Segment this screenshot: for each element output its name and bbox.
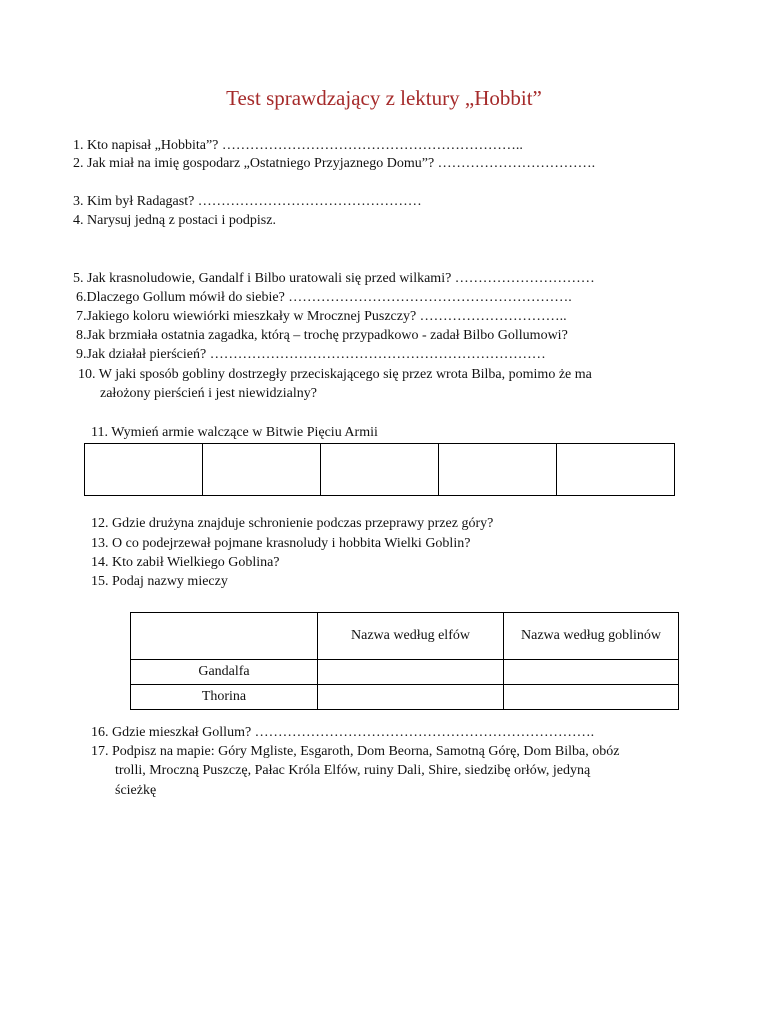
swords-header-elves: Nazwa według elfów bbox=[318, 613, 504, 660]
question-15: 15. Podaj nazwy mieczy bbox=[91, 574, 228, 589]
question-11: 11. Wymień armie walczące w Bitwie Pięciu Armii bbox=[91, 425, 378, 440]
question-5: 5. Jak krasnoludowie, Gandalf i Bilbo uratowali się przed wilkami? ………………………… bbox=[73, 271, 595, 286]
sword-owner-gandalf: Gandalfa bbox=[131, 660, 318, 685]
table-row bbox=[131, 685, 679, 710]
question-16: 16. Gdzie mieszkał Gollum? ………………………………………………………………. bbox=[91, 725, 595, 740]
question-8: 8.Jak brzmiała ostatnia zagadka, którą – trochę przypadkowo - zadał Bilbo Gollumowi? bbox=[76, 328, 568, 343]
answer-cell[interactable] bbox=[504, 685, 679, 710]
question-13: 13. O co podejrzewał pojmane krasnoludy i hobbita Wielki Goblin? bbox=[91, 536, 471, 551]
swords-header-empty bbox=[131, 613, 318, 660]
question-2: 2. Jak miał na imię gospodarz „Ostatniego Przyjaznego Domu”? ……………………………. bbox=[73, 156, 596, 171]
table-row bbox=[131, 660, 679, 685]
question-6: 6.Dlaczego Gollum mówił do siebie? ……………………………………………………. bbox=[76, 290, 572, 305]
question-9: 9.Jak działał pierścień? ……………………………………………………………… bbox=[76, 347, 546, 362]
question-12: 12. Gdzie drużyna znajduje schronienie podczas przeprawy przez góry? bbox=[91, 516, 494, 531]
question-4: 4. Narysuj jedną z postaci i podpisz. bbox=[73, 213, 276, 228]
swords-header-goblins: Nazwa według goblinów bbox=[504, 613, 679, 660]
armies-answer-cell[interactable] bbox=[321, 444, 439, 496]
armies-answer-table bbox=[84, 443, 675, 496]
question-10: 10. W jaki sposób gobliny dostrzegły przeciskającego się przez wrota Bilba, pomimo że ma bbox=[78, 367, 592, 382]
armies-answer-cell[interactable] bbox=[203, 444, 321, 496]
question-7: 7.Jakiego koloru wiewiórki mieszkały w Mrocznej Puszczy? ………………………….. bbox=[76, 309, 567, 324]
answer-cell[interactable] bbox=[318, 685, 504, 710]
armies-answer-cell[interactable] bbox=[439, 444, 557, 496]
armies-answer-cell[interactable] bbox=[557, 444, 675, 496]
question-10-continued: założony pierścień i jest niewidzialny? bbox=[100, 386, 317, 401]
sword-owner-thorin: Thorina bbox=[131, 685, 318, 710]
page-title: Test sprawdzający z lektury „Hobbit” bbox=[226, 86, 542, 110]
answer-cell[interactable] bbox=[504, 660, 679, 685]
question-1: 1. Kto napisał „Hobbita”? ……………………………………………………….. bbox=[73, 138, 523, 153]
armies-answer-cell[interactable] bbox=[85, 444, 203, 496]
question-3: 3. Kim był Radagast? ………………………………………… bbox=[73, 194, 422, 209]
swords-table bbox=[130, 612, 679, 710]
question-17-continued: trolli, Mroczną Puszczę, Pałac Króla Elfów, ruiny Dali, Shire, siedzibę orłów, jedyną bbox=[115, 763, 591, 778]
question-17: 17. Podpisz na mapie: Góry Mgliste, Esgaroth, Dom Beorna, Samotną Górę, Dom Bilba, obóz bbox=[91, 744, 620, 759]
answer-cell[interactable] bbox=[318, 660, 504, 685]
question-17-continued-2: ścieżkę bbox=[115, 783, 157, 798]
swords-table-header bbox=[131, 613, 679, 660]
question-14: 14. Kto zabił Wielkiego Goblina? bbox=[91, 555, 280, 570]
